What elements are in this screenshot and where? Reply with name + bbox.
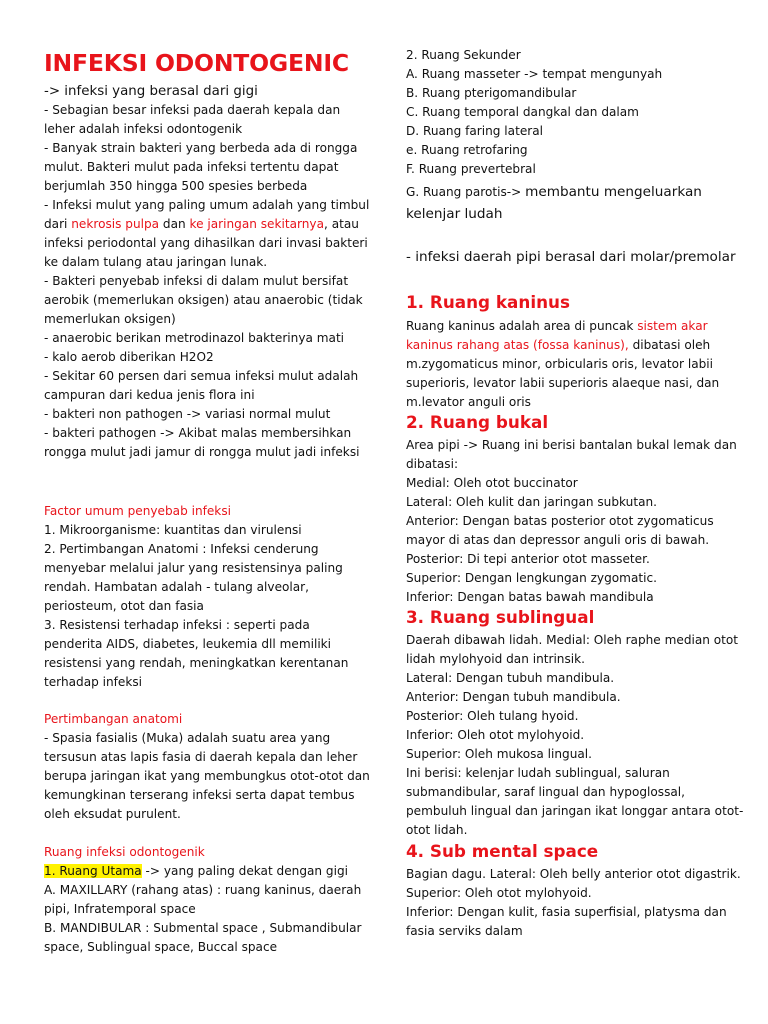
section-heading: 4. Sub mental space bbox=[406, 841, 599, 861]
section-heading: 3. Ruang sublingual bbox=[406, 607, 595, 627]
paragraph: - anaerobic berikan metrodinazol bakterinya mati bbox=[44, 331, 345, 345]
paragraph: Daerah dibawah lidah. Medial: Oleh raphe median otot lidah mylohyoid dan intrinsik. bbox=[406, 633, 739, 666]
paragraph: - bakteri non pathogen -> variasi normal mulut bbox=[44, 407, 331, 421]
spaces-section bbox=[44, 843, 370, 957]
paragraph: Bagian dagu. Lateral: Oleh belly anterior otot digastrik. bbox=[406, 867, 741, 881]
list-item: 3. Resistensi terhadap infeksi : seperti pada penderita AIDS, diabetes, leukemia dll memiliki resistensi yang rendah, meningkatkan kerentanan terhadap infeksi bbox=[44, 618, 349, 689]
cheek-note: - infeksi daerah pipi berasal dari molar/premolar bbox=[406, 249, 736, 265]
paragraph: Inferior: Oleh otot mylohyoid. bbox=[406, 728, 585, 742]
paragraph: Ini berisi: kelenjar ludah sublingual, saluran submandibular, saraf lingual dan hypoglossal, pembuluh lingual dan jaringan ikat longgar antara otot-otot lidah. bbox=[406, 766, 744, 837]
secondary-spaces bbox=[406, 46, 746, 225]
list-item: 1. Mikroorganisme: kuantitas dan virulensi bbox=[44, 523, 302, 537]
list-item: 1. Ruang Utama -> yang paling dekat dengan gigi bbox=[44, 864, 348, 878]
list-item: D. Ruang faring lateral bbox=[406, 124, 544, 138]
paragraph: Anterior: Dengan tubuh mandibula. bbox=[406, 690, 621, 704]
paragraph: Posterior: Oleh tulang hyoid. bbox=[406, 709, 579, 723]
paragraph: Superior: Dengan lengkungan zygomatic. bbox=[406, 571, 657, 585]
list-item: 2. Pertimbangan Anatomi : Infeksi cenderung menyebar melalui jalur yang resistensinya paling rendah. Hambatan adalah - tulang alveolar, periosteum, otot dan fasia bbox=[44, 542, 343, 613]
list-item: A. MAXILLARY (rahang atas) : ruang kaninus, daerah pipi, Infratemporal space bbox=[44, 883, 362, 916]
paragraph: Lateral: Dengan tubuh mandibula. bbox=[406, 671, 615, 685]
paragraph: - Bakteri penyebab infeksi di dalam mulut bersifat aerobik (memerlukan oksigen) atau anaerobic (tidak memerlukan oksigen) bbox=[44, 274, 363, 326]
paragraph: Ruang kaninus adalah area di puncak sistem akar kaninus rahang atas (fossa kaninus), dibatasi oleh m.zygomaticus minor, orbicularis oris, levator labii superioris, levator labii superioris alaeque nasi, dan m.levator anguli oris bbox=[406, 319, 720, 409]
paragraph: - Banyak strain bakteri yang berbeda ada di rongga mulut. Bakteri mulut pada infeksi tertentu dapat berjumlah 350 hingga 500 spesies berbeda bbox=[44, 141, 358, 193]
section-heading: Factor umum penyebab infeksi bbox=[44, 504, 231, 518]
section-heading: Ruang infeksi odontogenik bbox=[44, 845, 205, 859]
buccal-space bbox=[406, 411, 746, 607]
list-item: C. Ruang temporal dangkal dan dalam bbox=[406, 105, 639, 119]
sublingual-space bbox=[406, 606, 746, 840]
list-item: A. Ruang masseter -> tempat mengunyah bbox=[406, 67, 663, 81]
highlight-text: ke jaringan sekitarnya bbox=[189, 217, 325, 231]
paragraph: Inferior: Dengan batas bawah mandibula bbox=[406, 590, 654, 604]
paragraph: - Sekitar 60 persen dari semua infeksi mulut adalah campuran dari kedua jenis flora ini bbox=[44, 369, 359, 402]
submental-space bbox=[406, 840, 746, 941]
paragraph: - Spasia fasialis (Muka) adalah suatu area yang tersusun atas lapis fasia di daerah kepala dan leher berupa jaringan ikat yang membungkus otot-otot dan kemungkinan terserang infeksi serta dapat tembus oleh eksudat purulent. bbox=[44, 731, 370, 821]
paragraph: Posterior: Di tepi anterior otot masseter. bbox=[406, 552, 650, 566]
canine-space bbox=[406, 291, 746, 412]
paragraph: - bakteri pathogen -> Akibat malas membersihkan rongga mulut jadi jamur di rongga mulut jadi infeksi bbox=[44, 426, 360, 459]
highlighted-label: 1. Ruang Utama bbox=[44, 864, 142, 878]
paragraph: - Infeksi mulut yang paling umum adalah yang timbul dari nekrosis pulpa dan ke jaringan sekitarnya, atau infeksi periodontal yang dihasilkan dari invasi bakteri ke dalam tulang atau jaringan lunak. bbox=[44, 198, 370, 269]
paragraph: Superior: Oleh otot mylohyoid. bbox=[406, 886, 592, 900]
paragraph: - kalo aerob diberikan H2O2 bbox=[44, 350, 214, 364]
paragraph: Inferior: Dengan kulit, fasia superfisial, platysma dan fasia serviks dalam bbox=[406, 905, 727, 938]
section-heading: Pertimbangan anatomi bbox=[44, 712, 183, 726]
paragraph: Lateral: Oleh kulit dan jaringan subkutan. bbox=[406, 495, 657, 509]
paragraph: - Sebagian besar infeksi pada daerah kepala dan leher adalah infeksi odontogenik bbox=[44, 103, 341, 136]
paragraph: Superior: Oleh mukosa lingual. bbox=[406, 747, 593, 761]
factor-section bbox=[44, 502, 370, 692]
list-item: e. Ruang retrofaring bbox=[406, 143, 528, 157]
highlight-text: sistem akar kaninus rahang atas (fossa kaninus), bbox=[406, 319, 708, 352]
list-item: 2. Ruang Sekunder bbox=[406, 48, 521, 62]
document-title: INFEKSI ODONTOGENIC bbox=[44, 49, 349, 77]
highlight-text: nekrosis pulpa bbox=[71, 217, 160, 231]
paragraph: Area pipi -> Ruang ini berisi bantalan bukal lemak dan dibatasi: bbox=[406, 438, 737, 471]
list-item: B. Ruang pterigomandibular bbox=[406, 86, 577, 100]
list-item: B. MANDIBULAR : Submental space , Submandibular space, Sublingual space, Buccal space bbox=[44, 921, 362, 954]
paragraph: Medial: Oleh otot buccinator bbox=[406, 476, 578, 490]
list-item: G. Ruang parotis-> membantu mengeluarkan kelenjar ludah bbox=[406, 184, 702, 222]
list-item: F. Ruang prevertebral bbox=[406, 162, 536, 176]
subtitle: -> infeksi yang berasal dari gigi bbox=[44, 84, 258, 99]
left-body bbox=[44, 83, 370, 462]
section-heading: 1. Ruang kaninus bbox=[406, 292, 570, 312]
anatomy-section bbox=[44, 710, 370, 824]
paragraph: Anterior: Dengan batas posterior otot zygomaticus mayor di atas dan depressor anguli oris di bawah. bbox=[406, 514, 714, 547]
section-heading: 2. Ruang bukal bbox=[406, 412, 549, 432]
